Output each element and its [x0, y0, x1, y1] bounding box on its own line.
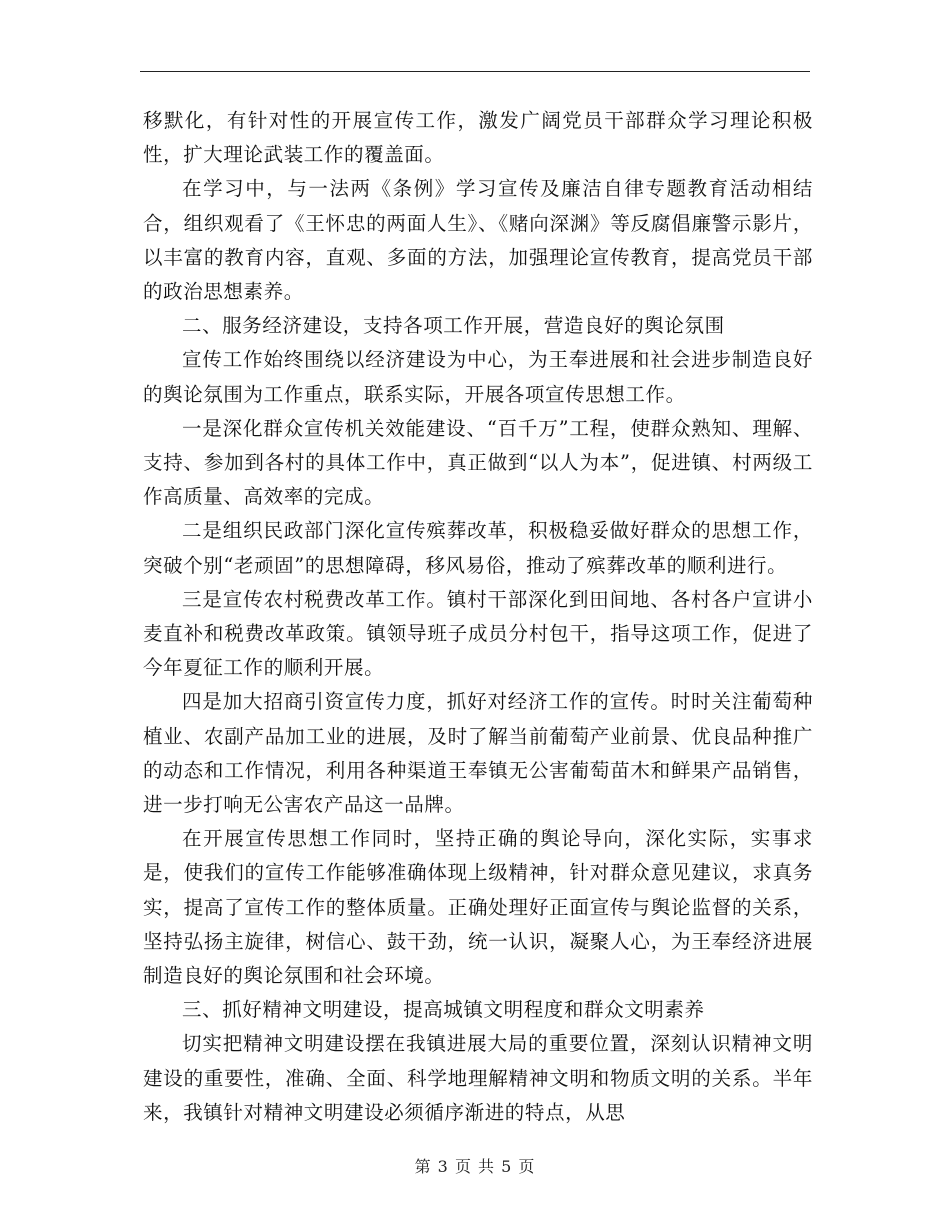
paragraph-9: 切实把精神文明建设摆在我镇进展大局的重要位置，深刻认识精神文明建设的重要性，准确、全面、科学地理解精神文明和物质文明的关系。半年来，我镇针对精神文明建设必须循序渐进的特点，从思	[143, 1032, 813, 1124]
paragraph-4: 一是深化群众宣传机关效能建设、“百千万”工程，使群众熟知、理解、支持、参加到各村的具体工作中，真正做到“以人为本”，促进镇、村两级工作高质量、高效率的完成。	[143, 416, 813, 509]
page-number-footer: 第 3 页 共 5 页	[414, 1157, 536, 1176]
paragraph-1: 移默化，有针对性的开展宣传工作，激发广阔党员干部群众学习理论积极性，扩大理论武装工作的覆盖面。	[143, 109, 813, 167]
header-rule	[140, 71, 810, 72]
paragraph-2: 在学习中，与一法两《条例》学习宣传及廉洁自律专题教育活动相结合，组织观看了《王怀忠的两面人生》、《赌向深渊》等反腐倡廉警示影片，以丰富的教育内容，直观、多面的方法，加强理论宣传教育，提高党员干部的政治思想素养。	[143, 177, 813, 304]
section-heading-2: 二、服务经济建设，支持各项工作开展，营造良好的舆论氛围	[182, 314, 725, 338]
section-heading-3: 三、抓好精神文明建设，提高城镇文明程度和群众文明素养	[182, 998, 705, 1022]
paragraph-6: 三是宣传农村税费改革工作。镇村干部深化到田间地、各村各户宣讲小麦直补和税费改革政策。镇领导班子成员分村包干，指导这项工作，促进了今年夏征工作的顺利开展。	[143, 587, 813, 680]
paragraph-3: 宣传工作始终围绕以经济建设为中心，为王奉进展和社会进步制造良好的舆论氛围为工作重点，联系实际，开展各项宣传思想工作。	[143, 348, 813, 406]
paragraph-7: 四是加大招商引资宣传力度，抓好对经济工作的宣传。时时关注葡萄种植业、农副产品加工业的进展，及时了解当前葡萄产业前景、优良品种推广的动态和工作情况，利用各种渠道王奉镇无公害葡萄苗木和鲜果产品销售，进一步打响无公害农产品这一品牌。	[143, 690, 813, 817]
paragraph-8: 在开展宣传思想工作同时，坚持正确的舆论导向，深化实际，实事求是，使我们的宣传工作能够准确体现上级精神，针对群众意见建议，求真务实，提高了宣传工作的整体质量。正确处理好正面宣传与舆论监督的关系，坚持弘扬主旋律，树信心、鼓干劲，统一认识，凝聚人心，为王奉经济进展制造良好的舆论氛围和社会环境。	[143, 827, 813, 988]
paragraph-5: 二是组织民政部门深化宣传殡葬改革，积极稳妥做好群众的思想工作，突破个别“老顽固”的思想障碍，移风易俗，推动了殡葬改革的顺利进行。	[143, 519, 813, 577]
document-body	[143, 104, 813, 1130]
